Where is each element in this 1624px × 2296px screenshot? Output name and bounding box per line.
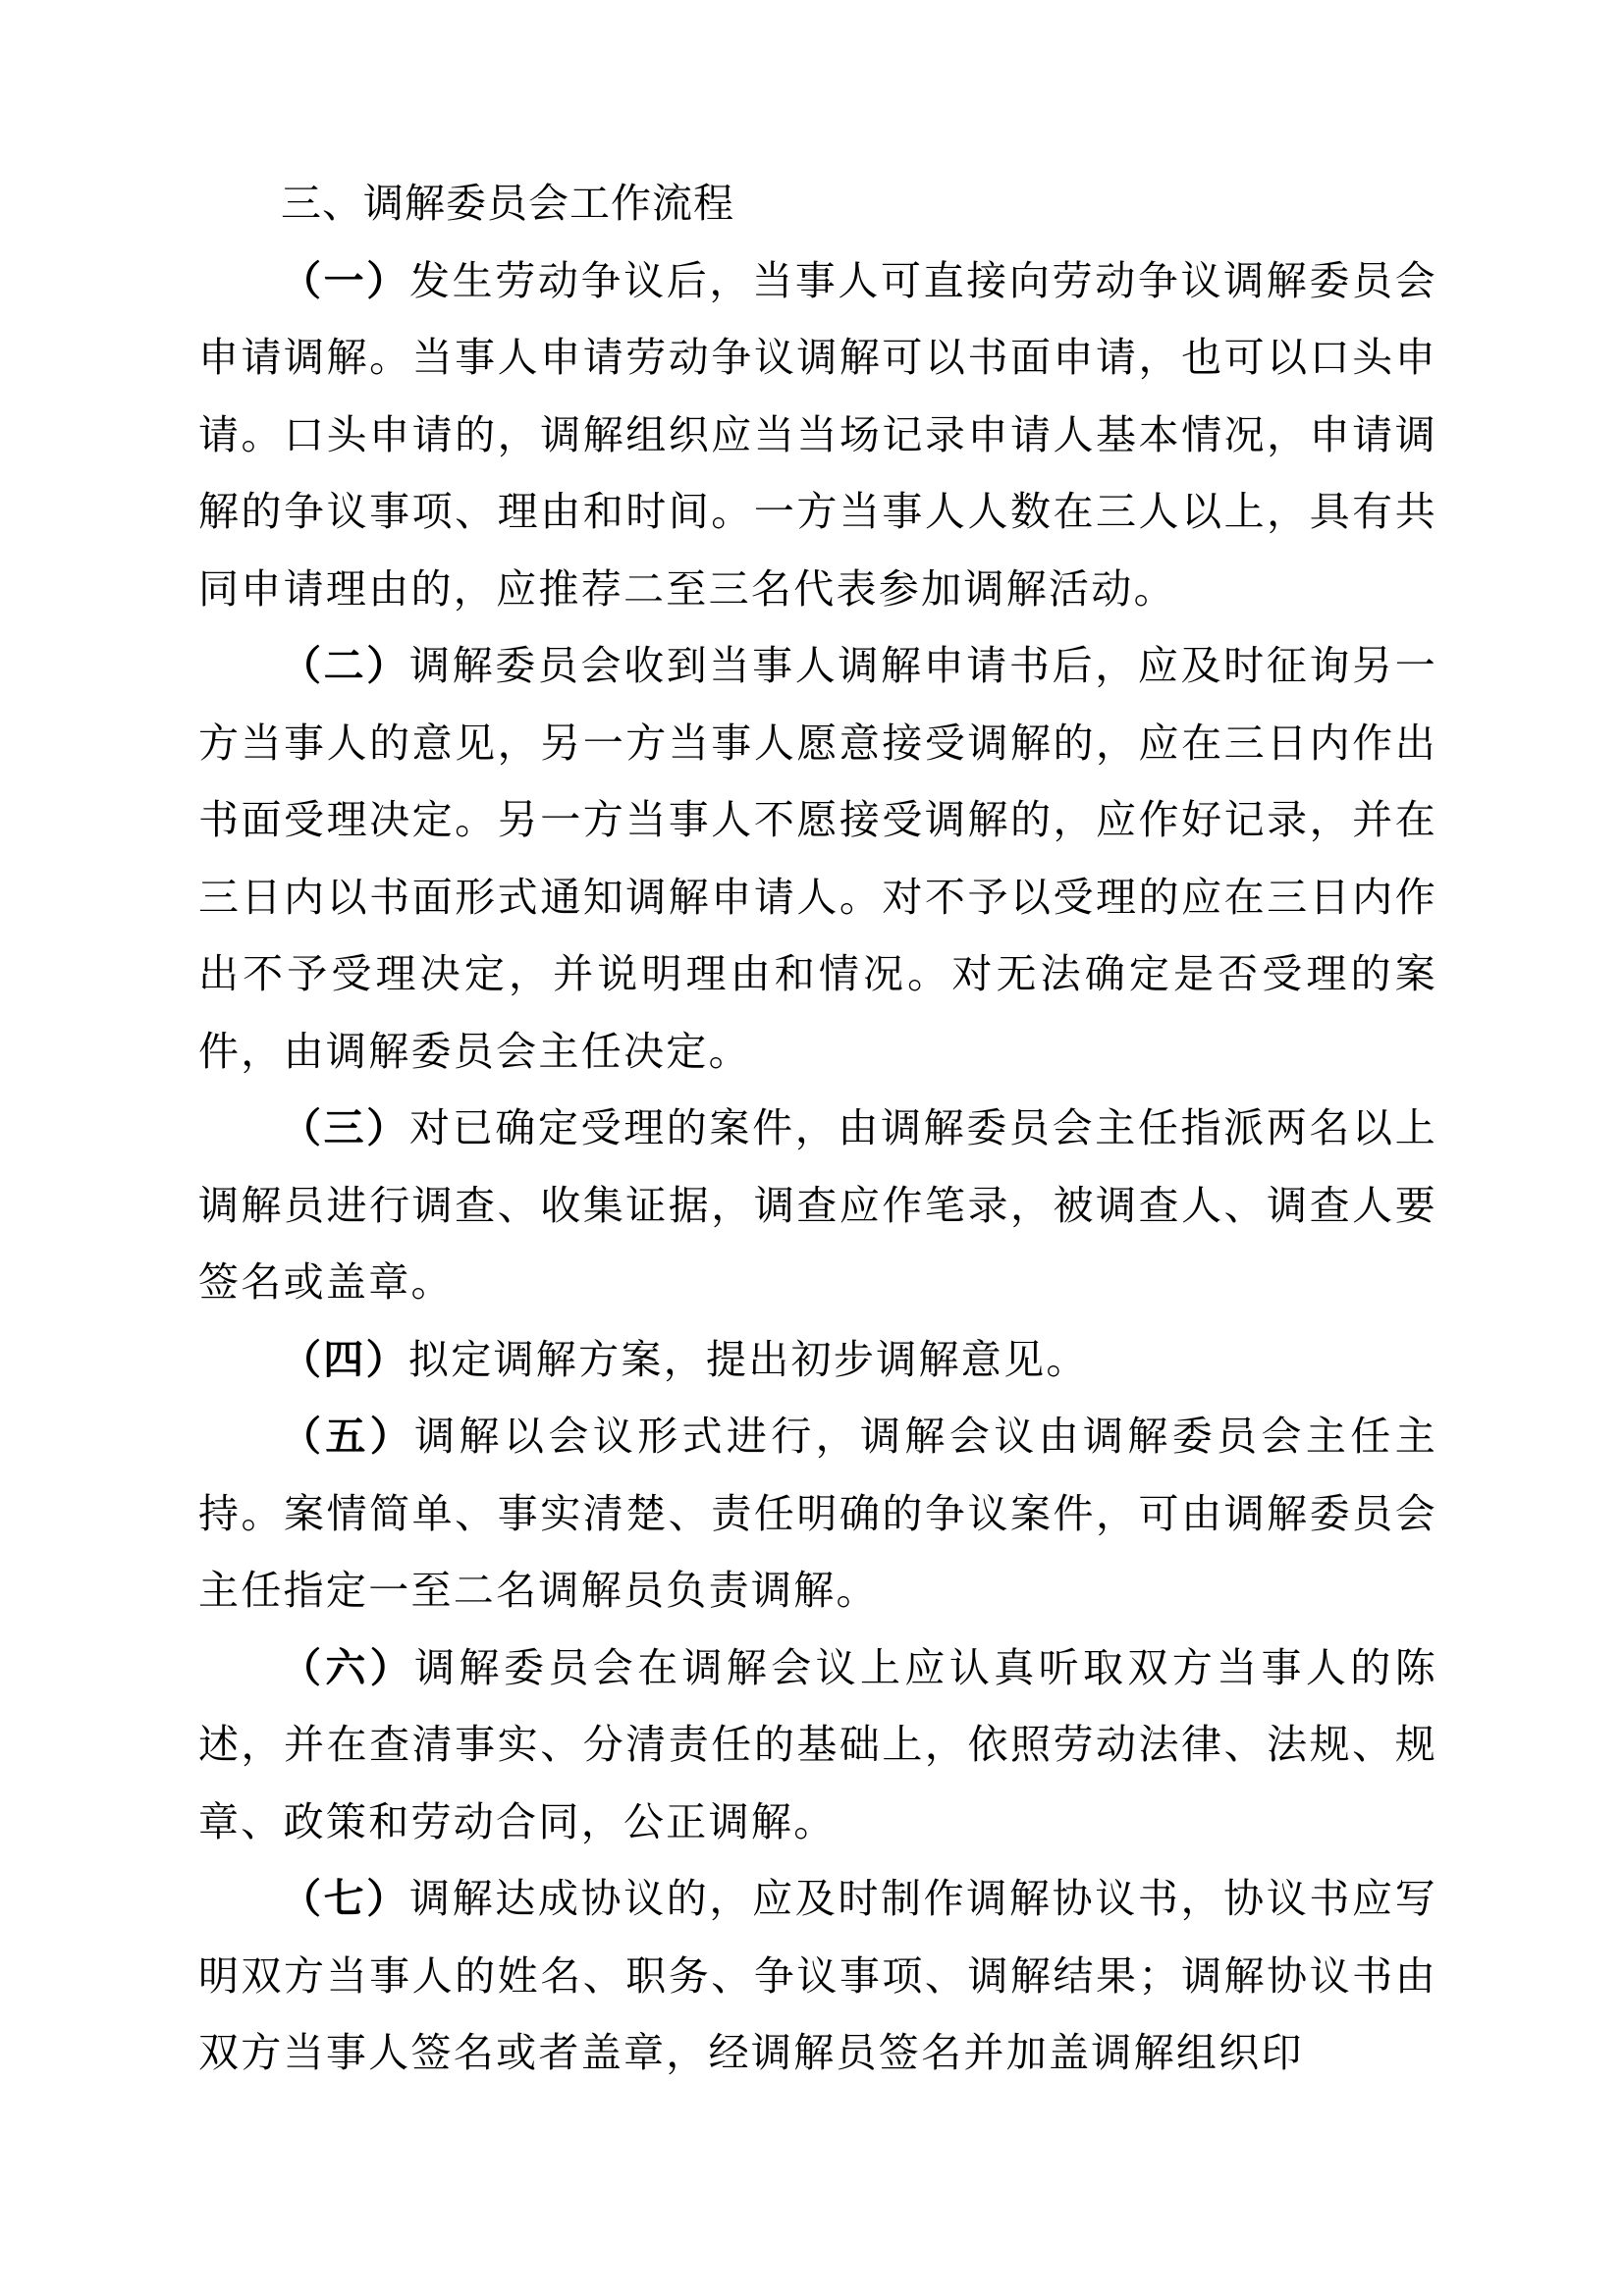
paragraph-number: （三） [281, 1104, 409, 1151]
document-body [198, 165, 1437, 2092]
paragraph-7 [198, 1860, 1437, 2092]
paragraph-text: 调解以会议形式进行，调解会议由调解委员会主任主持。案情简单、事实清楚、责任明确的争议案件，可由调解委员会主任指定一至二名调解员负责调解。 [198, 1413, 1437, 1614]
paragraph-3 [198, 1090, 1437, 1321]
paragraph-number: （五） [281, 1413, 415, 1460]
paragraph-4 [198, 1321, 1437, 1399]
paragraph-number: （四） [281, 1335, 408, 1383]
paragraph-5 [198, 1398, 1437, 1629]
paragraph-1 [198, 242, 1437, 628]
section-heading: 三、调解委员会工作流程 [281, 180, 734, 227]
paragraph-text: 调解委员会在调解会议上应认真听取双方当事人的陈述，并在查清事实、分清责任的基础上，依照劳动法律、法规、规章、政策和劳动合同，公正调解。 [198, 1643, 1437, 1845]
paragraph-2 [198, 627, 1437, 1090]
paragraph-number: （六） [281, 1643, 415, 1691]
paragraph-6 [198, 1629, 1437, 1861]
paragraph-text: 发生劳动争议后，当事人可直接向劳动争议调解委员会申请调解。当事人申请劳动争议调解可以书面申请，也可以口头申请。口头申请的，调解组织应当当场记录申请人基本情况，申请调解的争议事项、理由和时间。一方当事人人数在三人以上，具有共同申请理由的，应推荐二至三名代表参加调解活动。 [198, 256, 1437, 613]
paragraph-text: 调解委员会收到当事人调解申请书后，应及时征询另一方当事人的意见，另一方当事人愿意接受调解的，应在三日内作出书面受理决定。另一方当事人不愿接受调解的，应作好记录，并在三日内以书面形式通知调解申请人。对不予以受理的应在三日内作出不予受理决定，并说明理由和情况。对无法确定是否受理的案件，由调解委员会主任决定。 [198, 642, 1437, 1075]
paragraph-number: （一） [281, 256, 409, 304]
paragraph-text: 拟定调解方案，提出初步调解意见。 [407, 1335, 1089, 1383]
paragraph-number: （七） [281, 1875, 409, 1922]
paragraph-text: 对已确定受理的案件，由调解委员会主任指派两名以上调解员进行调查、收集证据，调查应作笔录，被调查人、调查人要签名或盖章。 [198, 1104, 1437, 1306]
paragraph-number: （二） [281, 642, 409, 689]
paragraph-text: 调解达成协议的，应及时制作调解协议书，协议书应写明双方当事人的姓名、职务、争议事项、调解结果；调解协议书由双方当事人签名或者盖章，经调解员签名并加盖调解组织印 [198, 1875, 1437, 2076]
